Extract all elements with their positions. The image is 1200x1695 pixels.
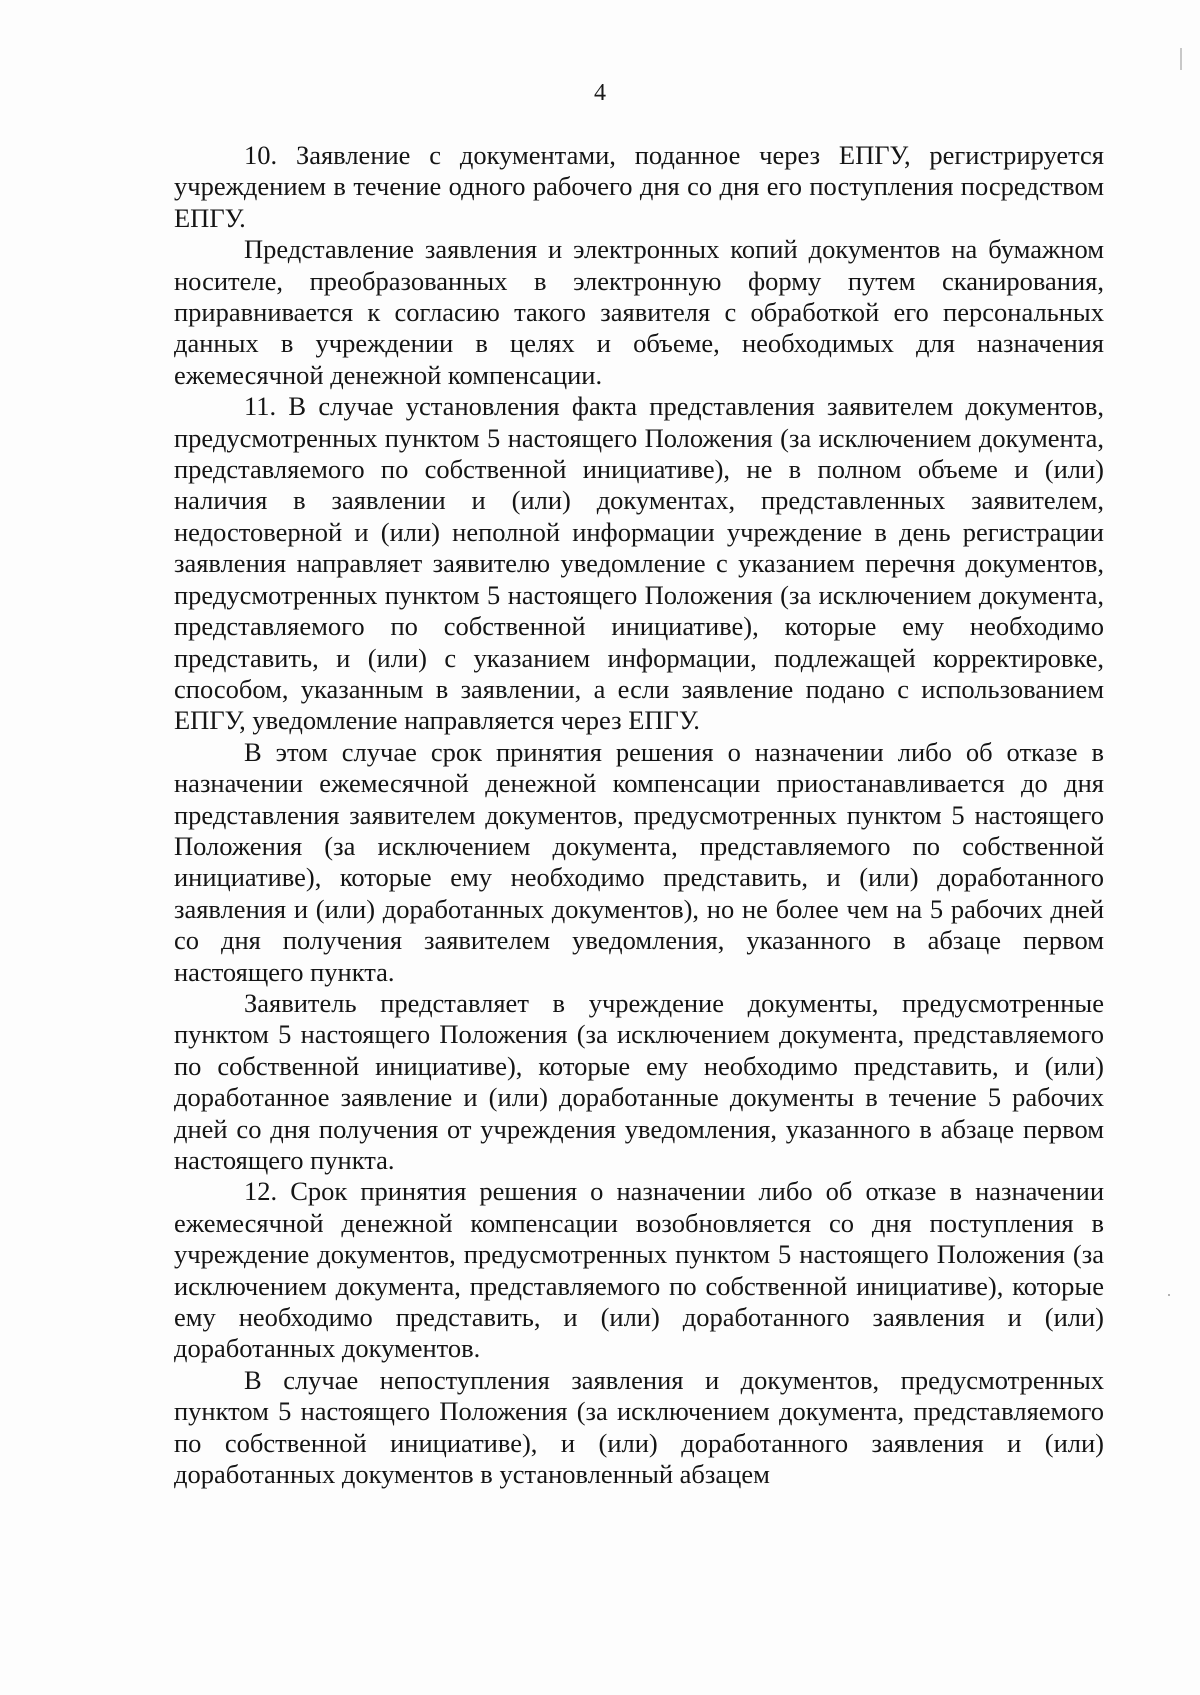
page-number: 4: [594, 80, 606, 106]
paragraph-consent: Представление заявления и электронных копий документов на бумажном носителе, преобразованных в электронную форму путем сканирования, приравнивается к согласию такого заявителя с обработкой его персональных данных в учреждении в целях и объеме, необходимых для назначения ежемесячной денежной компенсации.: [174, 234, 1104, 390]
scan-speck: [1168, 1294, 1170, 1296]
paragraph-11: 11. В случае установления факта представления заявителем документов, предусмотренных пунктом 5 настоящего Положения (за исключением документа, представляемого по собственной инициативе), не в полном объеме и (или) наличия в заявлении и (или) документах, представленных заявителем, недостоверной и (или) неполной информации учреждение в день регистрации заявления направляет заявителю уведомление с указанием перечня документов, предусмотренных пунктом 5 настоящего Положения (за исключением документа, представляемого по собственной инициативе), которые ему необходимо представить, и (или) с указанием информации, подлежащей корректировке, способом, указанным в заявлении, а если заявление подано с использованием ЕПГУ, уведомление направляется через ЕПГУ.: [174, 391, 1104, 736]
paragraph-applicant-submission: Заявитель представляет в учреждение документы, предусмотренные пунктом 5 настоящего Положения (за исключением документа, представляемого по собственной инициативе), которые ему необходимо представить, и (или) доработанное заявление и (или) доработанные документы в течение 5 рабочих дней со дня получения от учреждения уведомления, указанного в абзаце первом настоящего пункта.: [174, 987, 1104, 1175]
document-body: [174, 140, 1104, 1490]
paragraph-12: 12. Срок принятия решения о назначении либо об отказе в назначении ежемесячной денежной компенсации возобновляется со дня поступления в учреждение документов, предусмотренных пунктом 5 настоящего Положения (за исключением документа, представляемого по собственной инициативе), которые ему необходимо представить, и (или) доработанного заявления и (или) доработанных документов.: [174, 1176, 1104, 1364]
paragraph-non-receipt: В случае непоступления заявления и документов, предусмотренных пунктом 5 настоящего Положения (за исключением документа, представляемого по собственной инициативе), и (или) доработанного заявления и (или) доработанных документов в установленный абзацем: [174, 1364, 1104, 1490]
paragraph-10: 10. Заявление с документами, поданное через ЕПГУ, регистрируется учреждением в течение одного рабочего дня со дня его поступления посредством ЕПГУ.: [174, 140, 1104, 233]
scan-edge-mark: [1180, 48, 1182, 70]
paragraph-suspension: В этом случае срок принятия решения о назначении либо об отказе в назначении ежемесячной денежной компенсации приостанавливается до дня представления заявителем документов, предусмотренных пунктом 5 настоящего Положения (за исключением документа, представляемого по собственной инициативе), которые ему необходимо представить, и (или) доработанного заявления и (или) доработанных документов), но не более чем на 5 рабочих дней со дня получения заявителем уведомления, указанного в абзаце первом настоящего пункта.: [174, 736, 1104, 987]
